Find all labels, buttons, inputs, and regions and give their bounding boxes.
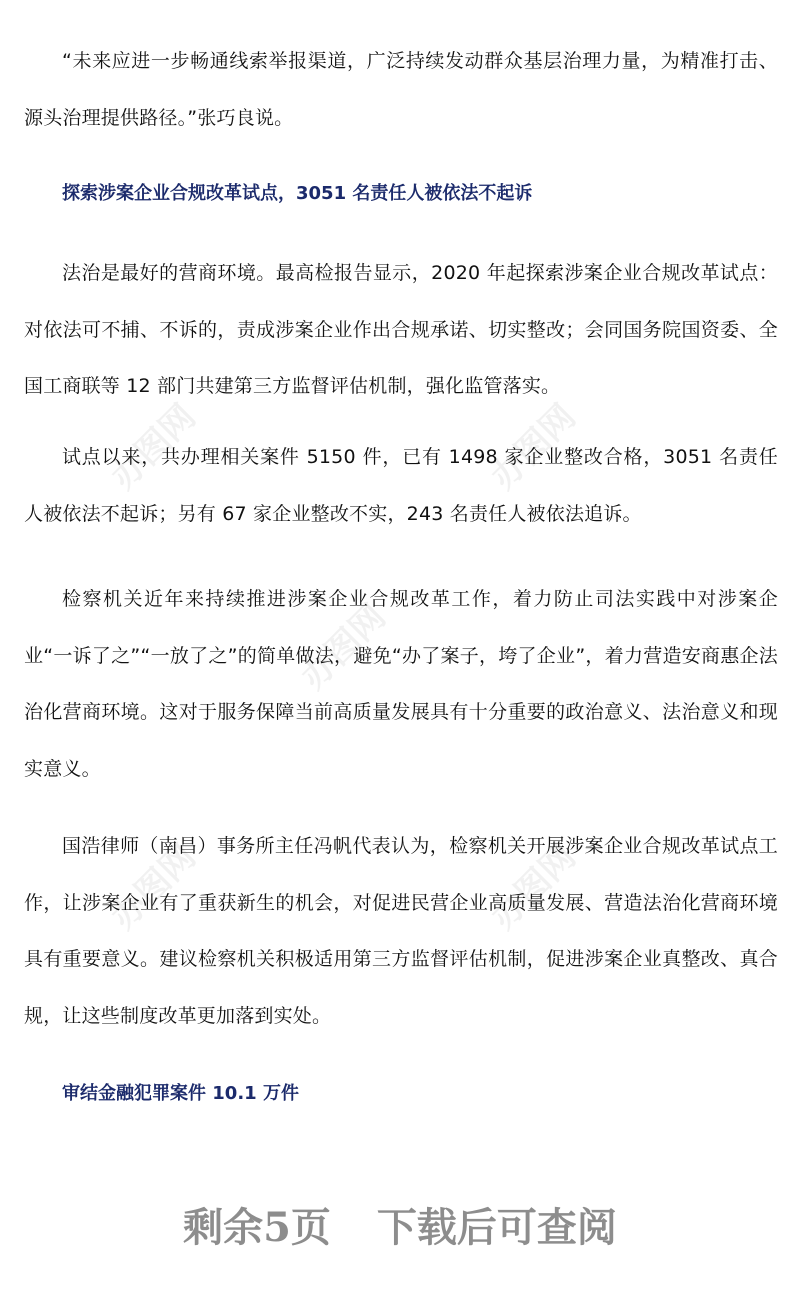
paragraph-5: 国浩律师（南昌）事务所主任冯帆代表认为，检察机关开展涉案企业合规改革试点工作，让涉案企业有了重获新生的机会，对促进民营企业高质量发展、营造法治化营商环境具有重要意义。建议检察机关积极适用第三方监督评估机制，促进涉案企业真整改、真合规，让这些制度改革更加落到实处。 [24,835,778,1027]
section-heading-2: 审结金融犯罪案件 10.1 万件 [62,1083,299,1104]
download-to-view-label: 下载后可查阅 [376,1204,617,1251]
remaining-pages-label: 剩余5页 [183,1204,331,1251]
download-prompt[interactable] [0,1196,800,1253]
paragraph-1: “未来应进一步畅通线索举报渠道，广泛持续发动群众基层治理力量，为精准打击、源头治理提供路径。”张巧良说。 [24,50,778,129]
paragraph-2: 法治是最好的营商环境。最高检报告显示，2020 年起探索涉案企业合规改革试点：对依法可不捕、不诉的，责成涉案企业作出合规承诺、切实整改；会同国务院国资委、全国工商联等 12 部门共建第三方监督评估机制，强化监管落实。 [24,262,778,397]
watermark: 办图网 [483,396,584,498]
watermark: 办图网 [483,836,584,938]
section-heading-1: 探索涉案企业合规改革试点，3051 名责任人被依法不起诉 [62,183,533,204]
paragraph-3: 试点以来，共办理相关案件 5150 件，已有 1498 家企业整改合格，3051 名责任人被依法不起诉；另有 67 家企业整改不实，243 名责任人被依法追诉。 [24,446,778,525]
watermark: 办图网 [103,396,204,498]
watermark: 办图网 [293,596,394,698]
watermark: 办图网 [103,836,204,938]
paragraph-4: 检察机关近年来持续推进涉案企业合规改革工作，着力防止司法实践中对涉案企业“一诉了之”“一放了之”的简单做法，避免“办了案子，垮了企业”，着力营造安商惠企法治化营商环境。这对于服务保障当前高质量发展具有十分重要的政治意义、法治意义和现实意义。 [24,588,778,780]
